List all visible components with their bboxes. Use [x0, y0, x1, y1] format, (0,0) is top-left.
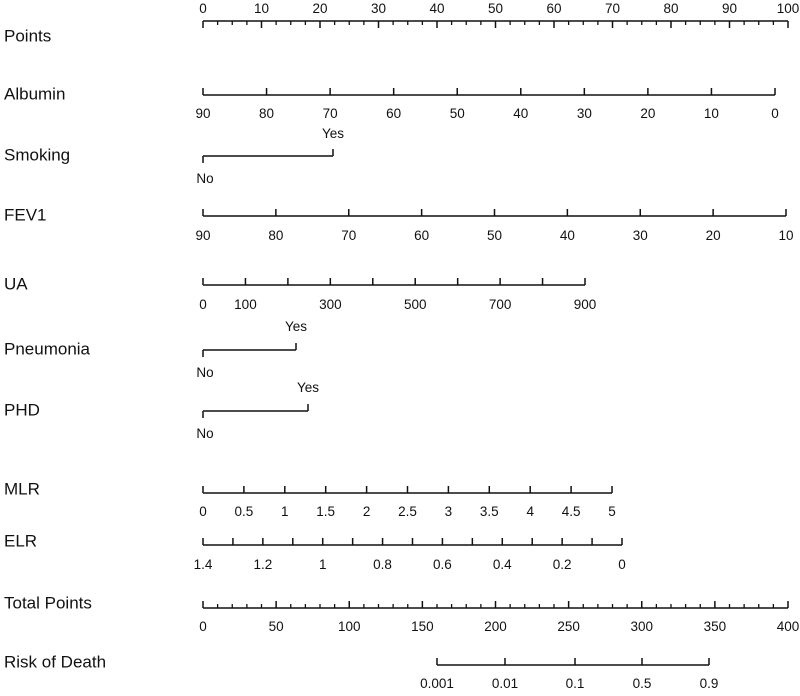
tick-label: 0.6	[433, 557, 452, 572]
tick-label: 200	[484, 619, 507, 634]
tick-label: 350	[703, 619, 727, 634]
tick-label: 3	[444, 504, 453, 519]
tick-label: 2	[362, 504, 371, 519]
tick-label: 1.5	[316, 504, 336, 519]
tick-label: 100	[776, 1, 800, 16]
tick-label: 50	[487, 1, 504, 16]
tick-label: 30	[370, 1, 387, 16]
binary-low-label: No	[196, 171, 214, 186]
tick-label: 150	[411, 619, 434, 634]
row-label-albumin: Albumin	[4, 84, 66, 104]
tick-label: 60	[386, 106, 402, 121]
tick-label: 1.4	[193, 557, 213, 572]
tick-label: 400	[776, 619, 800, 634]
binary-high-label: Yes	[296, 380, 320, 395]
tick-label: 1	[281, 504, 289, 519]
tick-label: 300	[319, 297, 342, 312]
tick-label: 70	[341, 228, 357, 243]
tick-label: 10	[253, 1, 270, 16]
tick-label: 80	[663, 1, 679, 16]
tick-label: 500	[403, 297, 427, 312]
row-label-points: Points	[4, 26, 52, 46]
tick-label: 100	[337, 619, 361, 634]
row-label-phd: PHD	[4, 400, 40, 420]
tick-label: 0.01	[491, 676, 519, 691]
tick-label: 700	[488, 297, 512, 312]
binary-high-label: Yes	[284, 319, 308, 334]
row-label-mlr: MLR	[4, 479, 40, 499]
tick-label: 40	[559, 228, 575, 243]
tick-label: 70	[604, 1, 621, 16]
tick-label: 50	[449, 106, 465, 121]
tick-label: 0	[199, 1, 207, 16]
binary-low-label: No	[196, 426, 214, 441]
tick-label: 0.5	[234, 504, 254, 519]
tick-label: 40	[513, 106, 529, 121]
tick-label: 3.5	[479, 504, 499, 519]
row-label-total-points: Total Points	[4, 593, 92, 613]
binary-low-label: No	[196, 365, 214, 380]
row-label-risk-of-death: Risk of Death	[4, 652, 107, 672]
tick-label: 0	[771, 106, 779, 121]
row-label-elr: ELR	[4, 531, 38, 551]
tick-label: 50	[486, 228, 503, 243]
tick-label: 60	[414, 228, 430, 243]
binary-high-label: Yes	[321, 126, 345, 141]
tick-label: 70	[322, 106, 338, 121]
tick-label: 50	[268, 619, 284, 634]
tick-label: 90	[195, 228, 211, 243]
tick-label: 10	[778, 228, 794, 243]
tick-label: 0	[618, 557, 626, 572]
tick-label: 20	[312, 1, 328, 16]
tick-label: 0.2	[552, 557, 572, 572]
row-label-pneumonia: Pneumonia	[4, 339, 91, 359]
tick-label: 1	[318, 557, 327, 572]
tick-label: 80	[268, 228, 284, 243]
tick-label: 0.1	[565, 676, 585, 691]
row-label-smoking: Smoking	[4, 145, 71, 165]
tick-label: 0	[199, 297, 207, 312]
tick-label: 0	[199, 504, 207, 519]
tick-label: 40	[429, 1, 445, 16]
tick-label: 250	[557, 619, 580, 634]
tick-label: 0.4	[492, 557, 512, 572]
tick-label: 4	[526, 504, 534, 519]
row-label-fev1: FEV1	[4, 205, 47, 225]
tick-label: 20	[640, 106, 656, 121]
tick-label: 10	[703, 106, 719, 121]
tick-label: 0	[199, 619, 207, 634]
tick-label: 4.5	[561, 504, 581, 519]
tick-label: 2.5	[398, 504, 417, 519]
tick-label: 90	[721, 1, 738, 16]
tick-label: 900	[573, 297, 597, 312]
tick-label: 0.9	[699, 676, 719, 691]
tick-label: 0.001	[420, 676, 454, 691]
tick-label: 0.5	[632, 676, 652, 691]
tick-label: 300	[630, 619, 654, 634]
tick-label: 90	[195, 106, 211, 121]
tick-label: 20	[705, 228, 721, 243]
tick-label: 5	[608, 504, 616, 519]
tick-label: 30	[576, 106, 592, 121]
tick-label: 80	[259, 106, 275, 121]
tick-label: 60	[546, 1, 562, 16]
tick-label: 100	[234, 297, 257, 312]
tick-label: 1.2	[253, 557, 273, 572]
row-label-ua: UA	[4, 274, 28, 294]
tick-label: 30	[632, 228, 648, 243]
tick-label: 0.8	[373, 557, 392, 572]
